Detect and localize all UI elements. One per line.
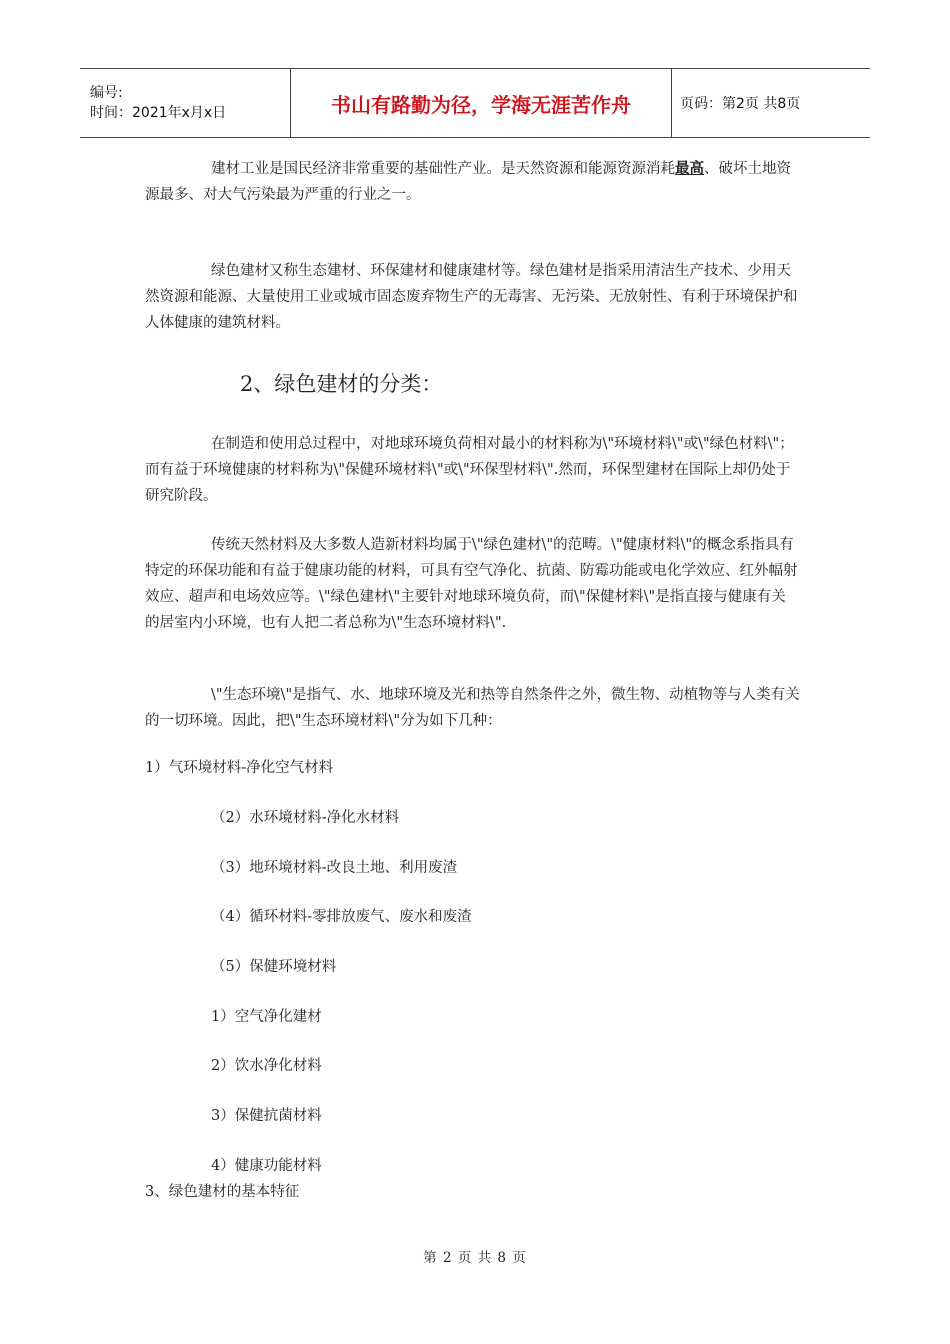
list-item: 4）健康功能材料 <box>211 1158 322 1174</box>
p1-emphasis: 最高 <box>675 160 704 177</box>
header-left-cell <box>80 69 290 137</box>
p1-text-before: 建材工业是国民经济非常重要的基础性产业。是天然资源和能源资源消耗 <box>211 161 675 177</box>
time-label: 时间：2021年x月x日 <box>90 105 227 121</box>
list-item: 1）空气净化建材 <box>211 1009 322 1025</box>
paragraph-2: 绿色建材又称生态建材、环保建材和健康建材等。绿色建材是指采用清洁生产技术、少用天然资源和能源、大量使用工业或城市固态废弃物生产的无毒害、无污染、无放射性、有利于环境保护和人体健康的建筑材料。 <box>145 263 798 331</box>
p1-text-after: 、破坏土地资源最多、对大气污染最为严重的行业之一。 <box>145 161 791 203</box>
list-item: 1）气环境材料-净化空气材料 <box>145 760 334 776</box>
list-item: （2）水环境材料-净化水材料 <box>211 810 400 826</box>
page-code: 页码：第2页 共8页 <box>680 96 801 112</box>
paragraph-5: \"生态环境\"是指气、水、地球环境及光和热等自然条件之外，微生物、动植物等与人类有关的一切环境。因此，把\"生态环境材料\"分为如下几种： <box>145 687 800 729</box>
section-heading-2: 2、绿色建材的分类： <box>240 372 443 396</box>
list-item: （5）保健环境材料 <box>211 959 337 975</box>
header-motto-cell <box>290 69 672 137</box>
paragraph-3: 在制造和使用总过程中，对地球环境负荷相对最小的材料称为\"环境材料\"或\"绿色材料\"；而有益于环境健康的材料称为\"保健环境材料\"或\"环保型材料\".然而，环保型建材在国际上却仍处于研究阶段。 <box>145 436 794 504</box>
header-right-cell <box>672 69 800 137</box>
page-footer: 第 2 页 共 8 页 <box>423 1250 527 1266</box>
number-label: 编号: <box>90 85 123 101</box>
list-item: 2）饮水净化材料 <box>211 1058 322 1074</box>
list-item: （4）循环材料-零排放废气、废水和废渣 <box>211 909 472 925</box>
list-item: （3）地环境材料-改良土地、利用废渣 <box>211 860 458 876</box>
paragraph-1 <box>145 156 800 208</box>
motto-text: 书山有路勤为径，学海无涯苦作舟 <box>331 92 631 117</box>
list-item: 3）保健抗菌材料 <box>211 1108 322 1124</box>
section-heading-3: 3、绿色建材的基本特征 <box>145 1184 300 1200</box>
page-header <box>80 68 870 138</box>
paragraph-4: 传统天然材料及大多数人造新材料均属于\"绿色建材\"的范畴。\"健康材料\"的概念系指具有特定的环保功能和有益于健康功能的材料，可具有空气净化、抗菌、防霉功能或电化学效应、红外幅射效应、超声和电场效应等。\"绿色建材\"主要针对地球环境负荷，而\"保健材料\"是指直接与健康有关的居室内小环境，也有人把二者总称为\"生态环境材料\". <box>145 537 798 631</box>
